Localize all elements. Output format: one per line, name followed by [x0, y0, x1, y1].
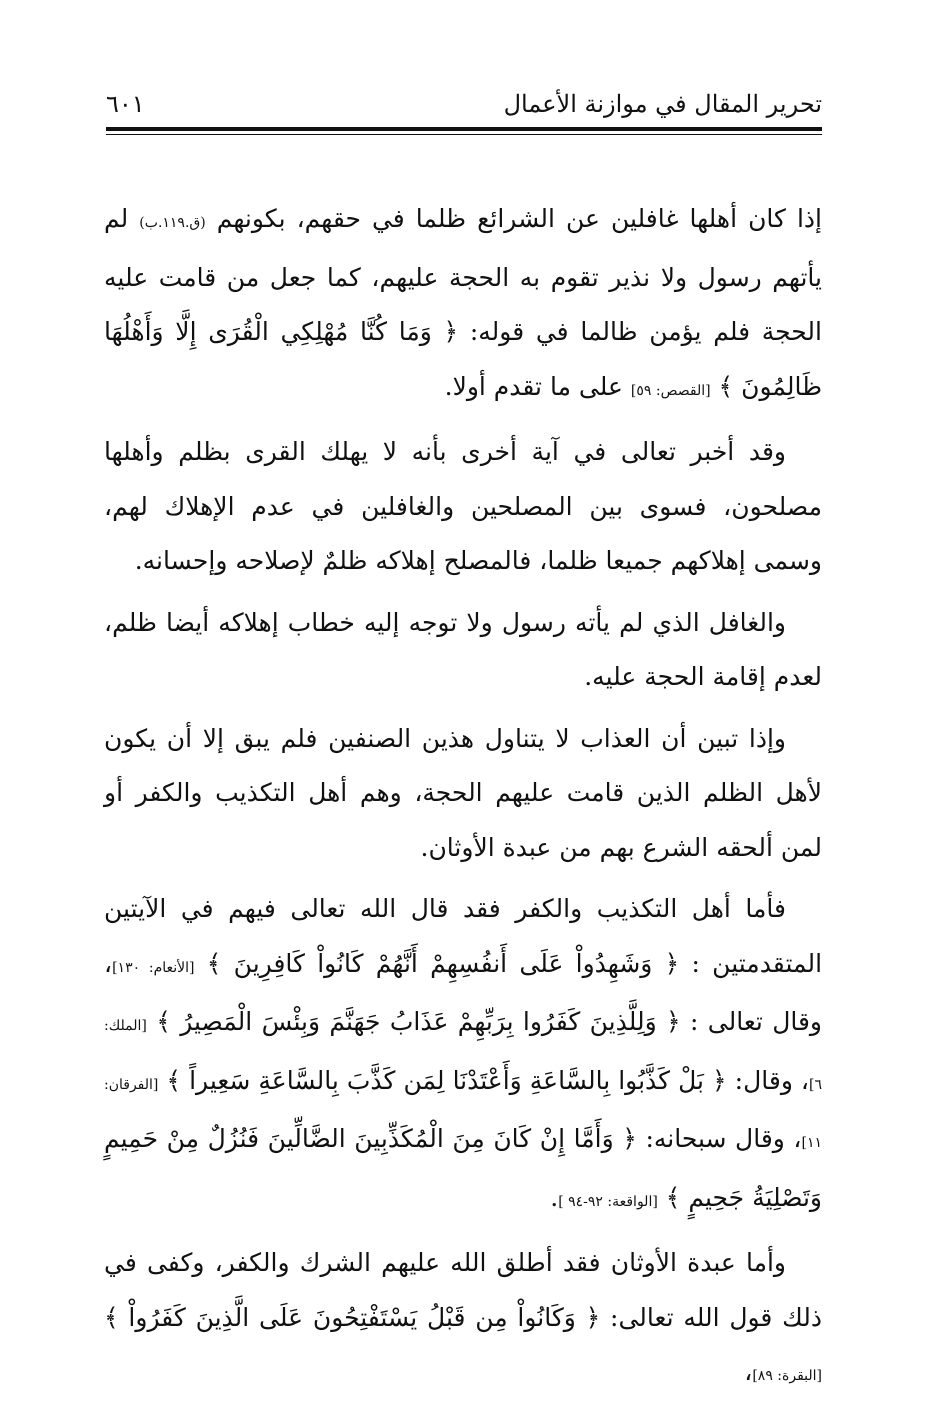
running-title: تحرير المقال في موازنة الأعمال [503, 90, 822, 118]
paragraph-text: وأما عبدة الأوثان فقد أطلق الله عليهم الشرك والكفر، وكفى في ذلك قول الله تعالى: [104, 1248, 822, 1332]
header-rule-thick [106, 127, 822, 131]
citation-reference: [الفرقان: ١١] [104, 1076, 822, 1151]
quran-verse: ﴿ بَلْ كَذَّبُوا بِالسَّاعَةِ وَأَعْتَدْنَا لِمَن كَذَّبَ بِالسَّاعَةِ سَعِيراً ﴾ [166, 1065, 727, 1095]
paragraph-text [195, 949, 207, 978]
paragraph-text: والغافل الذي لم يأته رسول ولا توجه إليه خطاب إهلاكه أيضا ظلم، لعدم إقامة الحجة عليه. [104, 607, 822, 691]
citation-reference: (ق.١١٩.ب) [139, 215, 206, 231]
paragraph [104, 882, 822, 1229]
citation-reference: [الواقعة: ٩٢-٩٤ ] [558, 1193, 658, 1210]
paragraph [104, 712, 822, 876]
body-text [104, 192, 822, 1411]
paragraph-text [147, 1007, 156, 1036]
paragraph-text: ، وقال تعالى : [104, 948, 822, 1036]
header-rule-thin [106, 134, 822, 135]
paragraph [104, 596, 822, 705]
quran-verse: ﴿ وَكَانُواْ مِن قَبْلُ يَسْتَفْتِحُونَ عَلَى الَّذِينَ كَفَرُواْ ﴾ [104, 1302, 601, 1332]
paragraph-text [658, 1183, 666, 1212]
paragraph-text: ، [744, 1357, 753, 1386]
citation-reference: [الأنعام: ١٣٠] [112, 959, 195, 976]
citation-reference: [البقرة: ٨٩] [752, 1368, 822, 1384]
quran-verse: ﴿ وَأَمَّا إِنْ كَانَ مِنَ الْمُكَذِّبِينَ الضَّالِّينَ فَنُزُلٌ مِنْ حَمِيمٍ وَتَصْلِيَةُ جَحِيمٍ ﴾ [104, 1124, 822, 1212]
paragraph-text: ، وقال سبحانه: [636, 1124, 802, 1153]
paragraph-text: فأما أهل التكذيب والكفر فقد قال الله تعالى فيهم في الآيتين المتقدمتين : [104, 894, 823, 978]
paragraph-text: وقد أخبر تعالى في آية أخرى بأنه لا يهلك القرى بظلم وأهلها مصلحون، فسوى بين المصلحين والغافلين في عدم الإهلاك لهم، وسمى إهلاكهم جميعا ظلما، فالمصلح إهلاكه ظلمٌ لإصلاحه وإحسانه. [104, 437, 822, 575]
page-number: ٦٠١ [106, 90, 145, 118]
paragraph-text: لم يأتهم رسول ولا نذير تقوم به الحجة عليهم، كما جعل من قامت عليه الحجة فلم يؤمن ظالما في قوله: [104, 204, 822, 346]
paragraph-text: ، وقال: [726, 1065, 809, 1095]
paragraph-text: . [550, 1182, 559, 1212]
quran-verse: ﴿ وَمَا كُنَّا مُهْلِكِي الْقُرَى إِلَّا وَأَهْلُهَا ظَالِمُونَ ﴾ [104, 317, 822, 401]
citation-reference: [الملك: ٦] [104, 1018, 822, 1093]
page-header [106, 84, 822, 128]
quran-verse: ﴿ وَشَهِدُواْ عَلَى أَنفُسِهِمْ أَنَّهُمْ كَانُواْ كَافِرِينَ ﴾ [206, 948, 680, 978]
quran-verse: ﴿ وَلِلَّذِينَ كَفَرُوا بِرَبِّهِمْ عَذَابُ جَهَنَّمَ وَبِئْسَ الْمَصِيرُ ﴾ [156, 1007, 681, 1036]
paragraph-text: إذا كان أهلها غافلين عن الشرائع ظلما في حقهم، بكونهم [205, 204, 823, 233]
paragraph [104, 425, 822, 589]
citation-reference: [القصص: ٥٩] [630, 382, 711, 399]
paragraph [104, 192, 822, 418]
paragraph-text: وإذا تبين أن العذاب لا يتناول هذين الصنفين فلم يبق إلا أن يكون لأهل الظلم الذين قامت عليهم الحجة، وهم أهل التكذيب والكفر أو لمن ألحقه الشرع بهم من عبدة الأوثان. [104, 723, 822, 862]
paragraph-text: على ما تقدم أولا. [444, 371, 631, 401]
paragraph-text [711, 372, 719, 401]
paragraph [104, 1236, 822, 1404]
